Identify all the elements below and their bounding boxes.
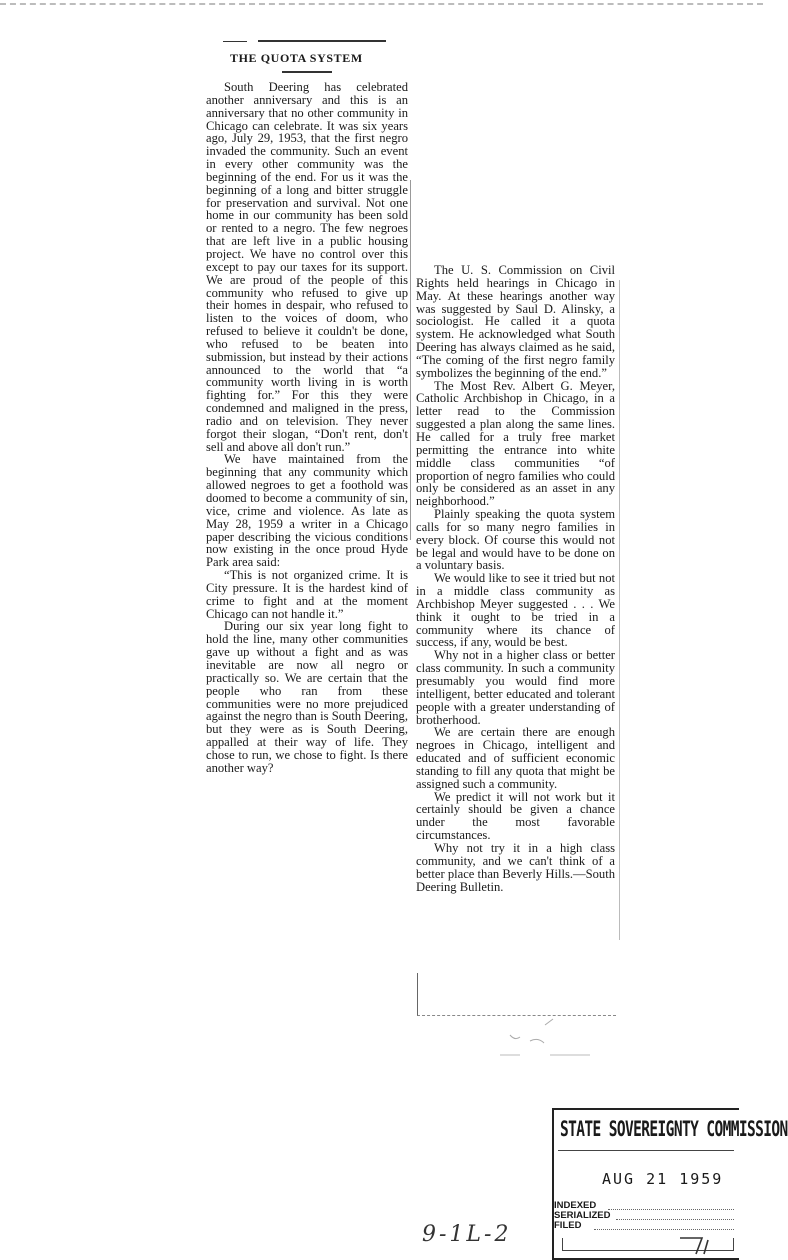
stamp-field-line <box>616 1219 734 1220</box>
article-paragraph: We have maintained from the beginning that any community which allowed negroes to get a foothold was doomed to become a community of sin, vice, crime and violence. As late as May 28, 1959 a writer in a Chicago paper describing the vicious conditions now existing in the once proud Hyde Park area said: <box>206 452 408 570</box>
stamp-field-line <box>608 1209 734 1210</box>
stamp-field-indexed: INDEXED <box>554 1200 597 1211</box>
handwritten-note: 9-1L-2 <box>422 1222 512 1247</box>
page-top-border <box>0 3 763 5</box>
stamp-check-mark <box>674 1234 734 1256</box>
commission-stamp <box>552 1108 788 1260</box>
headline-rule-left <box>223 41 247 42</box>
headline-rule-top <box>258 40 386 42</box>
column-divider <box>410 180 411 540</box>
article-paragraph: South Deering has celebrated another anniversary and this is an anniversary that no other community in Chicago can celebrate. It was six years ago, July 29, 1953, that the first negro invaded the community. Such an event in every other community was the beginning of the end. For us it was the beginning of a long and bitter struggle for preservation and survival. Not one home in our community has been sold or rented to a negro. The few negroes that are left live in a public housing project. We have no control over this except to pay our taxes for its support. We are proud of the people of this community who refused to give up their homes in despair, who refused to listen to the voices of doom, who refused to believe it couldn't be done, who refused to be beaten into submission, but instead by their actions announced to the world that “a community worth living in is worth fighting for.” For this they were condemned and maligned in the press, radio and on television. They never forgot their slogan, “Don't rent, don't sell and above all don't run.” <box>206 80 408 454</box>
article-left-column <box>206 81 408 775</box>
article-right-column <box>416 264 615 893</box>
article-paragraph: Plainly speaking the quota system calls for so many negro families in every block. Of course this would not be legal and would have to be done on a voluntary basis. <box>416 507 615 573</box>
stamp-title: STATE SOVEREIGNTY COMMISSION <box>560 1118 788 1142</box>
stamp-divider <box>558 1150 734 1151</box>
article-paragraph: We predict it will not work but it certainly should be given a chance under the most favorable circumstances. <box>416 789 615 843</box>
article-paragraph: The Most Rev. Albert G. Meyer, Catholic Archbishop in Chicago, in a letter read to the Commission suggested a plan along the same lines. He called for a truly free market permitting the entrance into white middle class communities “of proportion of negro families who could only be considered as an asset in any neighborhood.” <box>416 378 615 509</box>
stamp-date: AUG 21 1959 <box>602 1170 724 1188</box>
article-headline: THE QUOTA SYSTEM <box>230 51 363 65</box>
smudge-marks <box>480 1015 600 1065</box>
article-paragraph: “This is not organized crime. It is City pressure. It is the hardest kind of crime to fight and at the moment Chicago can not handle it.” <box>206 568 408 621</box>
article-paragraph: During our six year long fight to hold the line, many other communities gave up without a fight and as was inevitable are now all negro or practically so. We are certain that the people who ran from these communities were no more prejudiced against the negro than is South Deering, but they were as is South Deering, appalled at their way of life. They chose to run, we chose to fight. Is there another way? <box>206 619 408 775</box>
stamp-field-serialized: SERIALIZED <box>554 1210 611 1221</box>
article-paragraph: We are certain there are enough negroes in Chicago, intelligent and educated and of sufficient economic standing to fill any quota that might be assigned such a community. <box>416 725 615 791</box>
stamp-field-line <box>594 1229 734 1230</box>
stamp-field-filed: FILED <box>554 1220 582 1231</box>
article-paragraph: The U. S. Commission on Civil Rights held hearings in Chicago in May. At these hearings another way was suggested by Saul D. Alinsky, a sociologist. He called it a quota system. He acknowledged what South Deering has always claimed as he said, “The coming of the first negro family symbolizes the beginning of the end.” <box>416 263 615 380</box>
article-paragraph: We would like to see it tried but not in a middle class community as Archbishop Meyer suggested . . . We think it ought to be tried in a community where its chance of success, if any, would be best. <box>416 571 615 650</box>
article-paragraph: Why not try it in a high class community, and we can't think of a better place than Beverly Hills.—South Deering Bulletin. <box>416 840 616 894</box>
article-paragraph: Why not in a higher class or better class community. In such a community presumably you would find more intelligent, better educated and tolerant people with a greater understanding of brotherhood. <box>416 648 615 727</box>
clipping-edge <box>417 973 616 1016</box>
headline-rule-bottom <box>282 71 332 73</box>
right-edge-marks <box>619 280 620 940</box>
